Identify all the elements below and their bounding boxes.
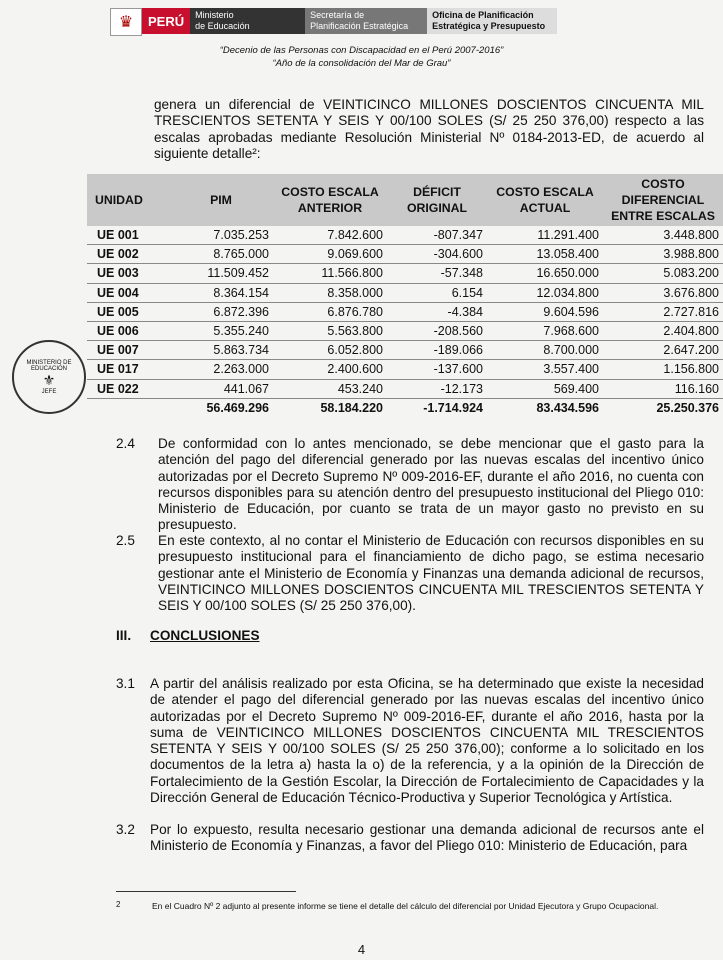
seal-text: MINISTERIO DE EDUCACIÓN bbox=[26, 359, 72, 372]
table-cell: UE 002 bbox=[87, 245, 169, 264]
table-row bbox=[87, 321, 723, 340]
table-cell: 569.400 bbox=[487, 379, 603, 398]
secretaria-line-2: Planificación Estratégica bbox=[310, 21, 409, 31]
table-cell: 8.700.000 bbox=[487, 341, 603, 360]
footnote-number: 2 bbox=[116, 900, 121, 909]
coat-of-arms-icon: ♛ bbox=[110, 8, 142, 36]
table-row bbox=[87, 341, 723, 360]
table-total-row bbox=[87, 398, 723, 417]
table-cell: 2.647.200 bbox=[603, 341, 723, 360]
table-cell: 441.067 bbox=[169, 379, 273, 398]
table-cell: 5.863.734 bbox=[169, 341, 273, 360]
table-cell: 6.876.780 bbox=[273, 302, 387, 321]
table-cell: 9.604.596 bbox=[487, 302, 603, 321]
table-cell: 6.052.800 bbox=[273, 341, 387, 360]
table-cell: 1.156.800 bbox=[603, 360, 723, 379]
table-cell: 2.727.816 bbox=[603, 302, 723, 321]
table-cell: 5.563.800 bbox=[273, 321, 387, 340]
table-row bbox=[87, 283, 723, 302]
table-cell: -807.347 bbox=[387, 226, 487, 245]
secretaria-line-1: Secretaría de bbox=[310, 10, 365, 20]
table-cell: -137.600 bbox=[387, 360, 487, 379]
col-costo-anterior: COSTO ESCALA ANTERIOR bbox=[273, 174, 387, 226]
oficina-box bbox=[427, 8, 557, 34]
table-cell: -57.348 bbox=[387, 264, 487, 283]
table-cell: -12.173 bbox=[387, 379, 487, 398]
table-cell: 11.291.400 bbox=[487, 226, 603, 245]
table-cell: 116.160 bbox=[603, 379, 723, 398]
table-row bbox=[87, 226, 723, 245]
item-number: 3.2 bbox=[116, 822, 135, 837]
table-cell: UE 004 bbox=[87, 283, 169, 302]
table-cell: 8.358.000 bbox=[273, 283, 387, 302]
item-number: 3.1 bbox=[116, 676, 135, 691]
table-cell: UE 003 bbox=[87, 264, 169, 283]
table-cell: 2.263.000 bbox=[169, 360, 273, 379]
seal-role: JEFE bbox=[41, 388, 57, 395]
col-deficit: DÉFICIT ORIGINAL bbox=[387, 174, 487, 226]
ministry-line-2: de Educación bbox=[195, 21, 250, 31]
table-cell: 25.250.376 bbox=[656, 400, 719, 415]
oficina-line-1: Oficina de Planificación bbox=[432, 10, 534, 20]
table-cell: 3.557.400 bbox=[487, 360, 603, 379]
col-pim: PIM bbox=[169, 174, 273, 226]
table-cell bbox=[87, 398, 169, 417]
table-cell: 453.240 bbox=[273, 379, 387, 398]
table-cell: 11.566.800 bbox=[273, 264, 387, 283]
section-number: III. bbox=[116, 628, 132, 643]
footnote-divider bbox=[116, 891, 296, 892]
table-cell: -4.384 bbox=[387, 302, 487, 321]
table-cell: 12.034.800 bbox=[487, 283, 603, 302]
table-cell: 56.469.296 bbox=[206, 400, 269, 415]
footnote-text: En el Cuadro Nº 2 adjunto al presente informe se tiene el detalle del cálculo del diferencial por Unidad Ejecutora y Grupo Ocupacional. bbox=[152, 901, 659, 911]
table-row bbox=[87, 264, 723, 283]
item-number: 2.4 bbox=[116, 436, 135, 451]
col-costo-actual: COSTO ESCALA ACTUAL bbox=[487, 174, 603, 226]
intro-paragraph: genera un diferencial de VEINTICINCO MILLONES DOSCIENTOS CINCUENTA MIL TRESCIENTOS SETENTA Y SEIS Y 00/100 SOLES (S/ 25 250 376,00) respecto a las escalas aprobadas mediante Resolución Ministerial Nº 0184-2013-ED, de acuerdo al siguiente detalle²: bbox=[154, 97, 704, 161]
item-number: 2.5 bbox=[116, 533, 135, 548]
paragraph-3-1: A partir del análisis realizado por esta Oficina, se ha determinado que existe la necesidad de atender el pago del diferencial generado por las nuevas escalas del incentivo único autorizadas por el Decreto Supremo Nº 009-2016-EF, durante el año 2016, hasta por la suma de VEINTICINCO MILLONES DOSCIENTOS CINCUENTA MIL TRESCIENTOS SETENTA Y SEIS Y 00/100 SOLES (S/ 25 250 376,00); conforme a lo solicitado en los documentos de la letra a) hasta la o) de la referencia, y a la opinión de la Dirección de Fortalecimiento de la Gestión Escolar, la Dirección de Fortalecimiento de Capacidades y la Dirección General de Educación Técnico-Productiva y Superior Tecnológica y Artística. bbox=[150, 676, 704, 806]
seal-emblem-icon: ⚜ bbox=[42, 371, 56, 388]
ministry-box bbox=[190, 8, 305, 34]
table-cell: -189.066 bbox=[387, 341, 487, 360]
paragraph-2-5: En este contexto, al no contar el Ministerio de Educación con recursos disponibles en su presupuesto institucional para el financiamiento de dicho pago, se estima necesario gestionar ante el Ministerio de Economía y Finanzas una demanda adicional de recursos, VEINTICINCO MILLONES DOSCIENTOS CINCUENTA MIL TRESCIENTOS SETENTA Y SEIS Y 00/100 SOLES (S/ 25 250 376,00). bbox=[158, 533, 704, 614]
table-row bbox=[87, 360, 723, 379]
decenio-line-1: “Decenio de las Personas con Discapacidad en el Perú 2007-2016” bbox=[219, 45, 504, 56]
table-cell: 83.434.596 bbox=[536, 400, 599, 415]
table-cell: 58.184.220 bbox=[320, 400, 383, 415]
letterhead bbox=[110, 8, 557, 34]
table-cell: UE 022 bbox=[87, 379, 169, 398]
table-cell: 5.355.240 bbox=[169, 321, 273, 340]
table-cell: 11.509.452 bbox=[169, 264, 273, 283]
table-cell: 8.765.000 bbox=[169, 245, 273, 264]
table-cell: UE 005 bbox=[87, 302, 169, 321]
ministry-line-1: Ministerio bbox=[195, 10, 234, 20]
col-costo-diferencial: COSTO DIFERENCIAL ENTRE ESCALAS bbox=[603, 174, 723, 226]
oficina-line-2: Estratégica y Presupuesto bbox=[432, 21, 546, 31]
table-cell: 9.069.600 bbox=[273, 245, 387, 264]
table-cell: UE 006 bbox=[87, 321, 169, 340]
table-cell: 6.154 bbox=[387, 283, 487, 302]
table-row bbox=[87, 245, 723, 264]
decenio-motto bbox=[0, 44, 723, 70]
paragraph-3-2: Por lo expuesto, resulta necesario gestionar una demanda adicional de recursos ante el Ministerio de Economía y Finanzas, a favor del Pliego 010: Ministerio de Educación, para bbox=[150, 822, 704, 854]
table-cell: 13.058.400 bbox=[487, 245, 603, 264]
table-cell: 7.035.253 bbox=[169, 226, 273, 245]
table-cell: -304.600 bbox=[387, 245, 487, 264]
official-seal bbox=[12, 340, 86, 414]
page-number: 4 bbox=[357, 942, 366, 957]
table-cell: 7.968.600 bbox=[487, 321, 603, 340]
table-cell: 2.404.800 bbox=[603, 321, 723, 340]
col-unidad: UNIDAD bbox=[87, 174, 169, 226]
table-cell: UE 017 bbox=[87, 360, 169, 379]
table-cell: 3.676.800 bbox=[603, 283, 723, 302]
table-cell: 16.650.000 bbox=[487, 264, 603, 283]
table-cell: 5.083.200 bbox=[603, 264, 723, 283]
table-cell: -1.714.924 bbox=[423, 400, 483, 415]
table-cell: 8.364.154 bbox=[169, 283, 273, 302]
table-cell: 3.988.800 bbox=[603, 245, 723, 264]
table-cell: UE 007 bbox=[87, 341, 169, 360]
table-cell: 6.872.396 bbox=[169, 302, 273, 321]
section-title: CONCLUSIONES bbox=[150, 628, 260, 643]
paragraph-2-4: De conformidad con lo antes mencionado, se debe mencionar que el gasto para la atención del pago del diferencial generado por las nuevas escalas del incentivo único autorizadas por el Decreto Supremo Nº 009-2016-EF, durante el año 2016, no cuenta con recursos disponibles para su atención dentro del presupuesto institucional del Pliego 010: Ministerio de Educación, por cuanto se trata de un mayor gasto no previsto en su presupuesto. bbox=[158, 436, 704, 533]
cost-table bbox=[87, 174, 723, 417]
table-cell: -208.560 bbox=[387, 321, 487, 340]
table-cell: 7.842.600 bbox=[273, 226, 387, 245]
table-row bbox=[87, 379, 723, 398]
decenio-line-2: “Año de la consolidación del Mar de Grau” bbox=[272, 58, 451, 69]
table-cell: UE 001 bbox=[87, 226, 169, 245]
table-row bbox=[87, 302, 723, 321]
table-cell: 3.448.800 bbox=[603, 226, 723, 245]
table-header-row bbox=[87, 174, 723, 226]
secretaria-box bbox=[305, 8, 427, 34]
peru-label: PERÚ bbox=[142, 8, 190, 34]
table-cell: 2.400.600 bbox=[273, 360, 387, 379]
